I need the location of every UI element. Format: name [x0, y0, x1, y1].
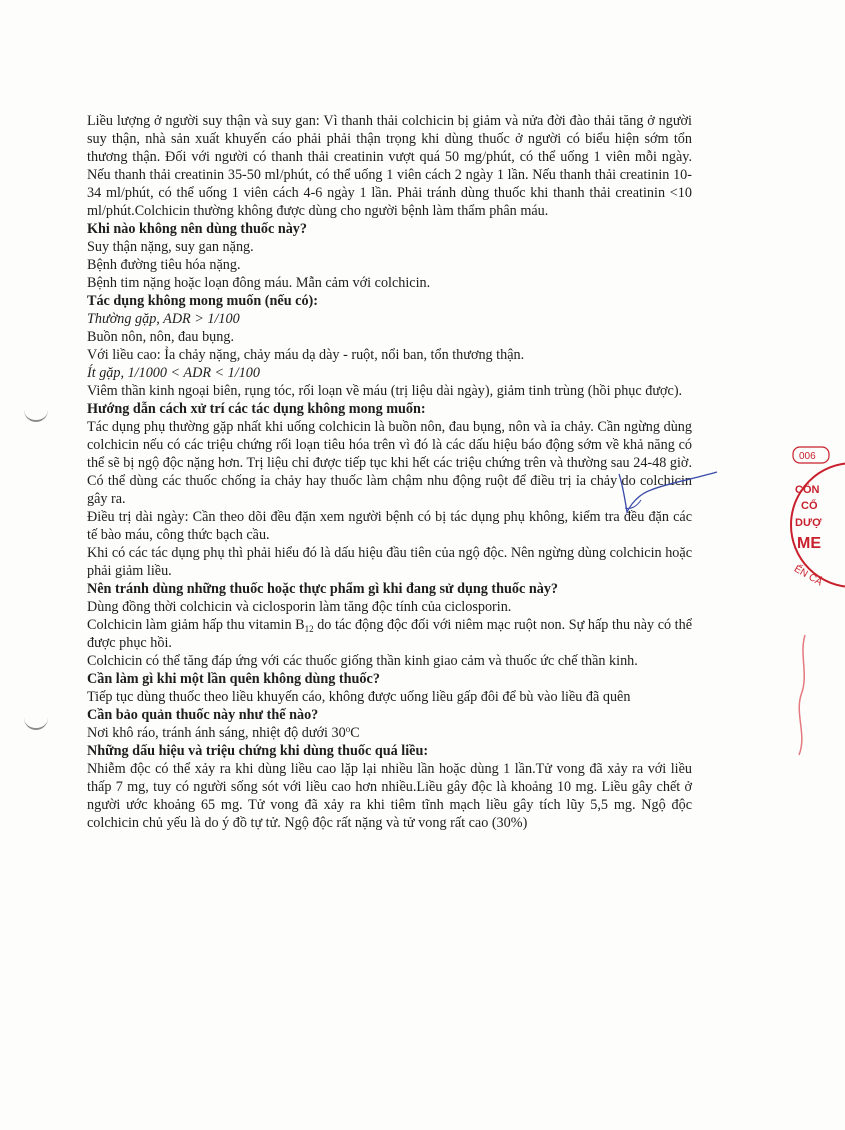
- heading-adverse-effects: Tác dụng không mong muốn (nếu có):: [87, 293, 318, 309]
- stamp-line: ẾN CÂ: [792, 563, 825, 589]
- para-overdose: Nhiễm độc có thể xảy ra khi dùng liều cao lặp lại nhiều lần hoặc dùng 1 lần.Tử vong đã xảy ra với liều thấp 7 mg, tuy có người sống sót với liều cao hơn nhiều.Liều gây độc là khoảng 10 mg. Liều gây chết ở người ước khoảng 65 mg. Tử vong đã xảy ra khi tiêm tĩnh mạch liều gây tích lũy 5,5 mg. Ngộ độc colchicin chủ yếu là do ý đồ tự tử. Ngộ độc rất nặng và tử vong rất cao (30%): [87, 761, 692, 831]
- para-high-dose-effects: Với liều cao: Ỉa chảy nặng, chảy máu dạ dày - ruột, nổi ban, tổn thương thận.: [87, 347, 525, 363]
- red-company-stamp: [785, 445, 845, 805]
- stamp-line: 006: [799, 451, 816, 462]
- para-contraindication-2: Bệnh đường tiêu hóa nặng.: [87, 257, 241, 273]
- heading-interactions: Nên tránh dùng những thuốc hoặc thực phẩm gì khi đang sử dụng thuốc này?: [87, 581, 559, 597]
- vitamin-text-after: do tác động độc đối với niêm mạc ruột non. Sự hấp thu này có thể được phục hồi.: [87, 617, 692, 651]
- para-common-effects: Buồn nôn, nôn, đau bụng.: [87, 329, 234, 345]
- para-storage: [87, 724, 692, 742]
- label-rare: Ít gặp, 1/1000 < ADR < 1/100: [87, 365, 260, 381]
- heading-management: Hướng dẫn cách xử trí các tác dụng không mong muốn:: [87, 401, 426, 417]
- degree-superscript: o: [345, 724, 351, 734]
- heading-missed-dose: Cần làm gì khi một lần quên không dùng thuốc?: [87, 671, 380, 687]
- para-dose-renal-hepatic: Liều lượng ở người suy thận và suy gan: Vì thanh thải colchicin bị giảm và nửa đời đào thải tăng ở người suy thận, nhà sản xuất khuyến cáo phải phải thận trọng khi dùng thuốc ở người có biểu hiện sớm tổn thương thận. Đối với người có thanh thải creatinin vượt quá 50 mg/phút, có thể uống 1 viên mỗi ngày. Nếu thanh thải creatinin 35-50 ml/phút, có thể uống 1 viên cách 2 ngày 1 lần. Nếu thanh thải creatinin 10-34 ml/phút, có thể uống 1 viên cách 4-6 ngày 1 lần. Phải tránh dùng thuốc khi thanh thải creatinin <10 ml/phút.Colchicin thường không được dùng cho người bệnh làm thẩm phân máu.: [87, 113, 692, 219]
- stamp-line: DƯỢ: [795, 517, 822, 529]
- handwritten-signature: [605, 470, 720, 520]
- para-missed-dose: Tiếp tục dùng thuốc theo liều khuyến cáo, không được uống liều gấp đôi để bù vào liều đã quên: [87, 689, 631, 705]
- para-rare-effects: Viêm thần kinh ngoại biên, rụng tóc, rối loạn về máu (trị liệu dài ngày), giảm tinh trùng (hồi phục được).: [87, 383, 683, 399]
- para-interaction-3: Colchicin có thể tăng đáp ứng với các thuốc giống thần kinh giao cảm và thuốc ức chế thần kinh.: [87, 653, 638, 669]
- para-management-3: Khi có các tác dụng phụ thì phải hiểu đó là dấu hiệu đầu tiên của ngộ độc. Nên ngừng dùng colchicin hoặc phải giảm liều.: [87, 545, 692, 579]
- para-interaction-vitamin: [87, 616, 692, 652]
- heading-contraindications: Khi nào không nên dùng thuốc này?: [87, 221, 307, 237]
- para-contraindication-3: Bệnh tim nặng hoặc loạn đông máu. Mẫn cảm với colchicin.: [87, 275, 431, 291]
- punch-hole-mark-top: [24, 398, 48, 422]
- label-common: Thường gặp, ADR > 1/100: [87, 311, 240, 327]
- storage-text-after: C: [350, 725, 360, 741]
- stamp-line: CÔN: [795, 484, 820, 496]
- punch-hole-mark-bottom: [24, 706, 48, 730]
- para-contraindication-1: Suy thận nặng, suy gan nặng.: [87, 239, 254, 255]
- heading-overdose: Những dấu hiệu và triệu chứng khi dùng thuốc quá liều:: [87, 743, 429, 759]
- vitamin-text-before: Colchicin làm giảm hấp thu vitamin B: [87, 617, 305, 633]
- storage-text-before: Nơi khô ráo, tránh ánh sáng, nhiệt độ dưới 30: [87, 725, 346, 741]
- para-management-1: Tác dụng phụ thường gặp nhất khi uống colchicin là buồn nôn, đau bụng, nôn và ỉa chảy. Cần ngừng dùng colchicin nếu có các triệu chứng rối loạn tiêu hóa trên vì đó là các dấu hiệu báo động sớm về khả năng có thể sẽ bị ngộ độc nặng hơn. Trị liệu chỉ được tiếp tục khi hết các triệu chứng trên và thường sau 24-48 giờ. Có thể dùng các thuốc chống ỉa chảy hay thuốc làm chậm nhu động ruột để điều trị ỉa chảy do colchicin gây ra.: [87, 419, 692, 507]
- stamp-line: ME: [797, 535, 821, 552]
- vitamin-subscript: 12: [304, 624, 314, 634]
- stamp-line: CỔ: [801, 500, 818, 512]
- document-body: [87, 112, 692, 832]
- para-management-2: Điều trị dài ngày: Cần theo dõi đều đặn xem người bệnh có bị tác dụng phụ không, kiểm tra đều đặn các tế bào máu, công thức bạch cầu.: [87, 509, 692, 543]
- heading-storage: Cần bảo quản thuốc này như thế nào?: [87, 707, 319, 723]
- para-interaction-1: Dùng đồng thời colchicin và ciclosporin làm tăng độc tính của ciclosporin.: [87, 599, 512, 615]
